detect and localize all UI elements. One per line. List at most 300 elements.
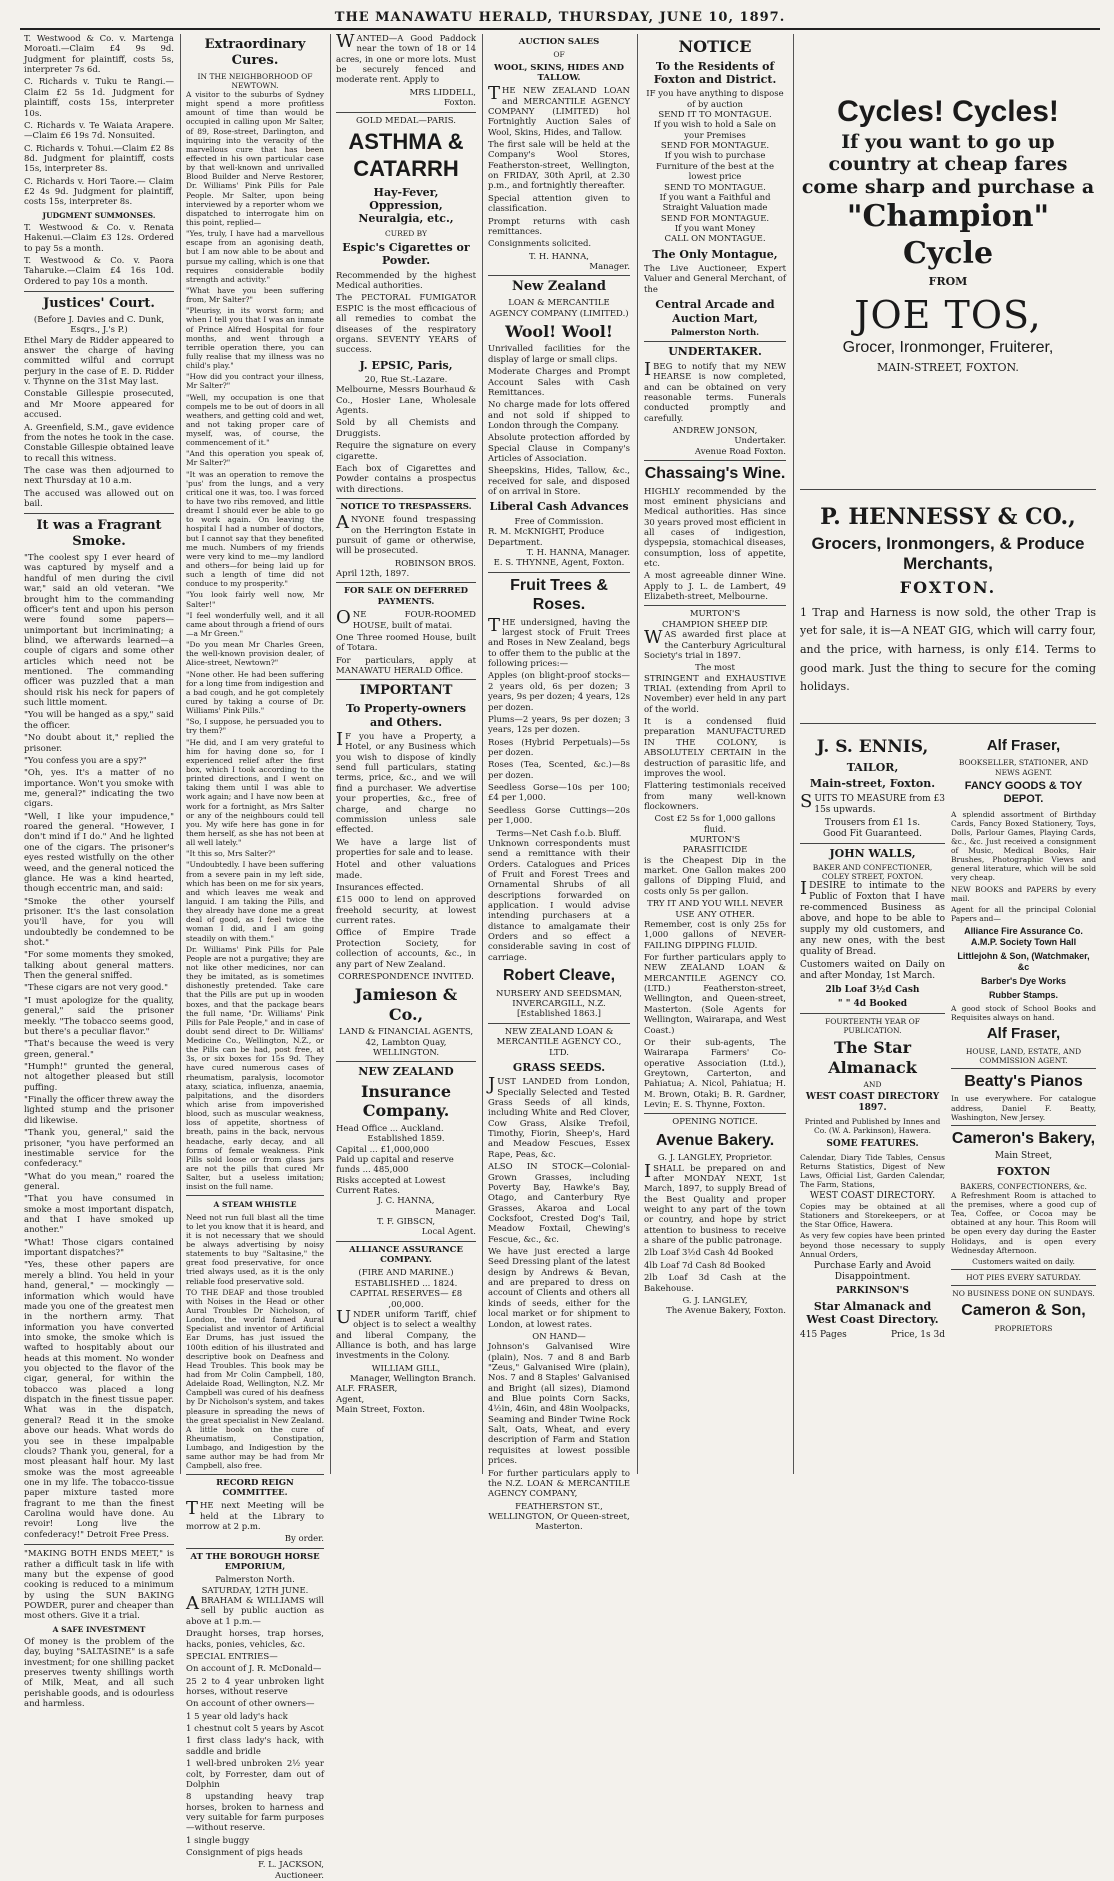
- horse-item: Consignment of pigs heads: [186, 1848, 303, 1859]
- reign-sign: By order.: [284, 1534, 324, 1545]
- insurance-paid: Paid up capital and reserve funds ... 485,000: [336, 1154, 454, 1176]
- story-paragraph: "I must apologize for the quality, general," said the prisoner meekly. "The tobacco seems good, but there's a peculiar flavor.": [24, 995, 174, 1037]
- alliance-capital: CAPITAL RESERVES— £8 ,00,000.: [349, 1289, 463, 1310]
- smoke-title: It was a Fragrant Smoke.: [36, 518, 162, 550]
- wool-text-3: No charge made for lots offered and not sold if shipped to London through the Company.: [488, 400, 630, 431]
- liberal-heading: Liberal Cash Advances: [489, 500, 629, 514]
- espic-rec: Recommended by the highest Medical authorities.: [336, 270, 476, 292]
- walls-heading: JOHN WALLS,: [800, 843, 945, 860]
- grass-text: JUST LANDED from London, Specially Selected and Tested Grass Seeds of all kinds, including White and Red Clover, Cow Grass, Alsike Trefoil, Timothy, Fiorin, Sheep's, Hard and Meadow Fescues, Essex Rape, Peas, &c.: [488, 1074, 630, 1160]
- price-line: 4lb Loaf 7d Cash 8d Booked: [644, 1260, 766, 1271]
- robert-heading: Robert Cleave,: [502, 967, 616, 985]
- asthma-sub: Hay-Fever, Oppression, Neuralgia, etc.,: [358, 185, 454, 226]
- espic-text: The PECTORAL FUMIGATOR ESPIC is the most efficacious of all remedies to combat the diseases of the respiratory organs. SEVENTY YEARS of success.: [336, 293, 476, 356]
- ennis-fit: Good Fit Guaranteed.: [823, 828, 922, 839]
- fraser-rubber: Rubber Stamps.: [988, 990, 1058, 1001]
- avenue-text: ISHALL be prepared on and after MONDAY NEXT, 1st March, 1897, to supply Bread of the Best Quality and proper weight to any part of the town or country, and hope by strict attention to business to receive a share of the public patronage.: [644, 1160, 786, 1247]
- wanted-sign: MRS LIDDELL,: [409, 87, 476, 98]
- wanted-location: Foxton.: [443, 98, 476, 109]
- alliance-heading: ALLIANCE ASSURANCE COMPANY.: [336, 1241, 476, 1266]
- liberal-sign-2: T. H. HANNA, Manager.: [526, 547, 630, 558]
- nzl-heading: New Zealand: [488, 275, 630, 295]
- court-case: T. Westwood & Co. v. Martenga Moroati.—Claim £4 9s 9d. Judgment for plaintiff, costs 5s, interpreter 7s 6d.: [24, 34, 174, 76]
- grass-heading: GRASS SEEDS.: [512, 1060, 606, 1074]
- avenue-sign: G. J. LANGLEY,: [682, 1295, 748, 1306]
- column-3: [332, 31, 480, 1474]
- cameron-role: BAKERS, CONFECTIONERS, &c.: [960, 1181, 1087, 1191]
- alliance-text: UNDER uniform Tariff, chief object is to select a wealthy and liberal Company, the Alliance is both, and has large investments in the Colony.: [336, 1306, 476, 1362]
- ennis-location: Main-street, Foxton.: [809, 777, 936, 791]
- fruit-item: Seedless Gorse—10s per 100; £4 per 1,000.: [488, 783, 630, 804]
- espic-address: 20, Rue St.-Lazare.: [364, 374, 448, 385]
- robert-est: [Established 1863.]: [517, 1009, 601, 1020]
- court-subtitle: (Before J. Davies and C. Dunk, Esqrs., J.'s P.): [33, 314, 165, 336]
- fruit-item: Apples (on blight-proof stocks—2 years old, 6s per dozen; 3 years, 9s per dozen; 4 years, 12s per dozen.: [488, 671, 630, 713]
- nzl2-heading: NEW ZEALAND LOAN & MERCANTILE AGENCY CO., LTD.: [488, 1023, 630, 1058]
- cures-story: [186, 90, 324, 1191]
- star-features-text: Calendar, Diary Tide Tables, Census Returns Statistics, Digest of New Laws, Official List, Garden Calendar, The Farm, Stations,: [800, 1152, 945, 1189]
- wool-text-4: Absolute protection afforded by Special Clause in Company's Articles of Association.: [488, 433, 630, 465]
- avenue-location: The Avenue Bakery, Foxton.: [666, 1306, 786, 1317]
- para-heading: MURTON'S: [689, 835, 741, 846]
- star-directory: WEST COAST DIRECTORY 1897.: [805, 1092, 940, 1114]
- espic-agents: Melbourne, Messrs Bourhaud & Co., Hosier Lane, Wholesale Agents.: [336, 385, 476, 417]
- horse-heading: AT THE BOROUGH HORSE EMPORIUM,: [186, 1548, 324, 1573]
- fruit-heading: Fruit Trees & Roses.: [488, 572, 630, 615]
- murton-most: The most: [695, 663, 735, 674]
- sale-apply: For particulars, apply at MANAWATU HERALD Office.: [336, 655, 476, 676]
- story-paragraph: "That's because the weed is very green, general.": [24, 1039, 174, 1060]
- cameron-sunday: NO BUSINESS DONE ON SUNDAYS.: [951, 1285, 1096, 1298]
- liberal-sign-1: R. M. McKNIGHT, Produce Department.: [488, 527, 605, 548]
- cameron-heading: Cameron's Bakery,: [951, 1125, 1096, 1149]
- judgment-list: [24, 223, 174, 287]
- story-paragraph: "You look fairly well now, Mr Salter!": [186, 590, 324, 609]
- parkinson-price: Price, 1s 3d: [890, 1329, 945, 1340]
- court-title: Justices' Court.: [43, 296, 155, 312]
- walls-price-1: 2lb Loaf 3½d Cash: [825, 984, 920, 995]
- cameron-pies: HOT PIES EVERY SATURDAY.: [951, 1269, 1096, 1282]
- story-paragraph: "It this so, Mrs Salter?": [186, 849, 276, 859]
- court-case: C. Richards v. Te Waiata Arapere. —Claim £6 19s 7d. Nonsuited.: [24, 120, 174, 142]
- important-insurance: Insurances effected.: [336, 883, 424, 894]
- insurance-sign-2: T. F. GIBSCN,: [376, 1217, 436, 1228]
- alliance-role: Manager, Wellington Branch.: [350, 1374, 476, 1385]
- column-rule: [180, 34, 181, 1474]
- espic-sign: Require the signature on every cigarette.: [336, 441, 476, 462]
- parkinson-sub: Star Almanack and West Coast Directory.: [806, 1299, 939, 1327]
- safe-text: Of money is the problem of the day, buying "SALTASINE" is a safe investment; for one shilling packet preserves twenty shillings worth of Milk, Meat, and all such perishable goods, and is odourless and harmless.: [24, 1636, 174, 1709]
- trespass-date: April 12th, 1897.: [336, 569, 410, 580]
- fraser-insurance: Alliance Fire Assurance Co. A.M.P. Society Town Hall: [964, 926, 1083, 948]
- story-paragraph: "And this operation you speak of, Mr Salter?": [186, 449, 324, 468]
- grass-hand: ON HAND—: [532, 1331, 586, 1342]
- parkinson-heading: PARKINSON'S: [836, 1285, 909, 1296]
- notice-sub: To the Residents of Foxton and District.: [653, 59, 777, 86]
- notice-item: SEND IT TO MONTAGUE.: [658, 110, 772, 121]
- liberal-sub: Free of Commission.: [514, 516, 604, 527]
- horse-sign: F. L. JACKSON,: [258, 1860, 324, 1871]
- story-paragraph: "Well, my occupation is one that compels me to be out of doors in all weathers, and getting cold and wet, and not taking proper care of myself, was, of course, the commencement of it.": [186, 392, 324, 448]
- joe-sub: Grocer, Ironmonger, Fruiterer,: [842, 338, 1054, 356]
- para-text: is the Cheapest Dip in the market. One Gallon makes 200 gallons of Dipping Fluid, and costs only 5s per gallon.: [644, 855, 786, 897]
- fruit-text-2: Unknown correspondents must send a remittance with their Orders. Catalogues and Prices of Fruit and Forest Trees and Ornamental Shrubs of all descriptions forwarded on application. I would advise intending purchasers at a distance to amalgamate their Orders and so effect a considerable saving in cost of carriage.: [488, 838, 630, 963]
- wool-text-2: Moderate Charges and Prompt Account Sales with Cash Remittances.: [488, 367, 630, 398]
- para-text-4: Or their sub-agents, The Wairarapa Farmers' Co-operative Association (Ltd.), Greytown, Carterton, and Pahiatua; A. Nicol, Pahiatua; H. M. Brown, Otaki; B. R. Gardner, Levin; E. S. Thynne, Foxton.: [644, 1037, 786, 1111]
- story-paragraph: "No doubt about it," replied the prisoner.: [24, 733, 174, 754]
- story-paragraph: "These cigars are not very good.": [24, 983, 168, 994]
- hennessy-text: 1 Trap and Harness is now sold, the other Trap is yet for sale, it is—A NEAT GIG, which will carry four, and the price, with harness, is only £14. Terms to good mark. Just the thing to secure for the coming holidays.: [800, 605, 1096, 694]
- undertaker-heading: UNDERTAKER.: [644, 341, 786, 358]
- jamieson-address: 42, Lambton Quay, WELLINGTON.: [365, 1037, 447, 1059]
- fraser-text: A splendid assortment of Birthday Cards, Fancy Boxed Stationery, Toys, Dolls, Parlour Games, Playing Cards, &c., &c. Just received a consignment of Music, Medical Books, Hair Brushes, Photographic Views and general literature, which will be sold very cheap.: [951, 809, 1096, 883]
- notice-item: If you wish to purchase Furniture of the best at the lowest price: [656, 151, 774, 183]
- price-line: 2lb Loaf 3d Cash at the Bakehouse.: [644, 1273, 786, 1294]
- story-paragraph: "For some moments they smoked, talking about general matters. Then the general sniffed.: [24, 950, 174, 982]
- story-paragraph: "Finally the officer threw away the lighted stump and the prisoner did likewise.: [24, 1095, 174, 1126]
- smoke-story: [24, 553, 174, 1540]
- jamieson-heading: Jamieson & Co.,: [354, 985, 458, 1024]
- whistle-heading: A STEAM WHISTLE: [213, 1200, 297, 1210]
- column-1: [20, 34, 178, 1709]
- alliance-est: ESTABLISHED ... 1824.: [354, 1278, 458, 1289]
- column-4: [484, 34, 634, 1533]
- murton-heading: MURTON'S: [644, 605, 786, 619]
- horse-item: 1 first class lady's hack, with saddle and bridle: [186, 1736, 324, 1757]
- important-heading: IMPORTANT: [336, 679, 476, 699]
- story-paragraph: "You confess you are a spy?": [24, 755, 147, 766]
- central-location: Palmerston North.: [670, 328, 760, 339]
- star-west: WEST COAST DIRECTORY.: [809, 1191, 936, 1202]
- story-paragraph: "What do you mean," roared the general.: [24, 1171, 174, 1192]
- cures-title: Extraordinary Cures.: [204, 37, 306, 68]
- notice-items: [644, 89, 786, 244]
- horse-item: 1 well-bred unbroken 2½ year colt, by Forrester, dam out of Dolphin: [186, 1759, 324, 1790]
- undertaker-text: IBEG to notify that my NEW HEARSE is now completed, and can be obtained on very reasonable terms. Funerals conducted promptly and carefully.: [644, 358, 786, 424]
- star-publisher: Printed and Published by Innes and Co. (W. A. Parkinson), Hawera.: [804, 1117, 941, 1136]
- murton-trial: STRINGENT and EXHAUSTIVE TRIAL (extending from April to November) ever held in any part of the world.: [644, 673, 786, 715]
- robert-sub: NURSERY AND SEEDSMAN,: [496, 988, 622, 999]
- column-rule: [793, 34, 794, 1474]
- horse-date: SATURDAY, 12TH JUNE.: [201, 1585, 309, 1596]
- star-heading: The Star Almanack: [828, 1038, 917, 1077]
- avenue-heading: Avenue Bakery.: [655, 1131, 775, 1149]
- beatty-heading: Beatty's Pianos: [951, 1068, 1096, 1092]
- grass-text-2: ALSO IN STOCK—Colonial-Grown Grasses, including Poverty Bay, Hawke's Bay, Otago, and Canterbury Rye Grasses, Akaroa and Local Cocksfoot, Crested Dog's Tail, Meadow Foxtail, Chewing's Fescue, &c., &c.: [488, 1162, 630, 1245]
- fraser-school: A good stock of School Books and Requisites always on hand.: [951, 1004, 1096, 1023]
- hennessy-heading: P. HENNESSY & CO.,: [820, 503, 1076, 530]
- story-paragraph: "Yes, truly, I have had a marvellous escape from an agonising death, but I am now able to be about and pursue my calling, which is one that requires considerable bodily strength and activity.": [186, 229, 324, 284]
- story-paragraph: "You will be hanged as a spy," said the officer.: [24, 710, 174, 731]
- auction-text-3: Special attention given to classification.: [488, 193, 630, 215]
- ennis-role: TAILOR,: [846, 760, 899, 774]
- trespass-text: ANYONE found trespassing on the Herrington Estate in pursuit of game or otherwise, will be prosecuted.: [336, 512, 476, 557]
- column-rule: [330, 34, 331, 1474]
- court-paragraph: A. Greenfield, S.M., gave evidence from the notes he took in the case. Constable Gillespie obtained leave to recall this witness.: [24, 422, 174, 464]
- avenue-prices: [644, 1248, 786, 1293]
- undertaker-sign: ANDREW JONSON,: [672, 425, 758, 436]
- insurance-heading: Insurance Company.: [360, 1081, 452, 1121]
- fraser-role: BOOKSELLER, STATIONER, AND NEWS AGENT.: [958, 758, 1089, 777]
- fraser-watch: Littlejohn & Son, (Watchmaker, &c: [957, 951, 1090, 973]
- important-sub: To Property-owners and Others.: [346, 702, 466, 729]
- para-text-3: For further particulars apply to NEW ZEALAND LOAN & MERCANTILE AGENCY CO. (LTD.) Featherston-street, Wellington, and Queen-street, Masterton. (Sole Agents for Wellington, Wairarapa, and West Coast.): [644, 952, 786, 1036]
- wool-text: Unrivalled facilities for the display of large or small clips.: [488, 344, 630, 365]
- story-paragraph: "Do you mean Mr Charles Green, the well-known provision dealer, of Alice-street, Newtown?": [186, 640, 324, 668]
- insurance-office: Head Office ... Auckland.: [336, 1123, 444, 1134]
- story-paragraph: "None other. He had been suffering for a long time from indigestion and a bad cough, and he got completely cured by taking a course of Dr. Williams' Pink Pills.": [186, 669, 324, 716]
- story-paragraph: Dr. Williams' Pink Pills for Pale People are not a purgative; they are not like other medicines, nor can they be imitated, as is sometimes dishonestly pretended. Take care that the Pills are put up in wooden boxes, and that the package bears the full name, "Dr. Williams' Pink Pills for Pale People," and in case of doubt send direct to Dr. Williams' Medicine Co., Wellington, N.Z., or the Pills can be had, post free, at 3s, or six boxes for 15s 9d. They have cured numerous cases of rheumatism, paralysis, locomotor ataxy, sciatica, influenza, anaemia, palpitations, and the disorders which arise from impoverished blood, such as muscular weakness, loss of appetite, shortness of breath, pains in the back, nervous headache, early decay, and all forms of female weakness. Pink Pills sold loose or from glass jars are not the pills that cured Mr Salter, but a useless imitation; insist on the full name.: [186, 944, 324, 1192]
- reign-heading: RECORD REIGN COMMITTEE.: [186, 1474, 324, 1499]
- horse-item: 25 2 to 4 year unbroken light horses, without reserve: [186, 1676, 324, 1697]
- court-cases: [24, 34, 174, 208]
- court-case: C. Richards v. Tohui.—Claim £2 8s 8d. Judgment for plaintiff, costs 15s, interpreter 8s.: [24, 143, 174, 175]
- story-paragraph: "What have you been suffering from, Mr Salter?": [186, 285, 324, 305]
- story-paragraph: "I feel wonderfully well, and it all came about through a friend of ours—a Mr Green.": [186, 610, 324, 639]
- reign-text: THE next Meeting will be held at the Library to morrow at 2 p.m.: [186, 1498, 324, 1532]
- story-paragraph: "So, I suppose, he persuaded you to try them?": [186, 717, 324, 736]
- story-paragraph: "Well, I like your impudence," roared the general. "However, I don't mind if I do." And he lighted one of the cigars. The prisoner's eyes rested wistfully on the other weed, and the general noticed the glance. He was a kind hearted, though eccentric man, and said:: [24, 811, 174, 895]
- star-year: FOURTEENTH YEAR OF PUBLICATION.: [800, 1013, 945, 1035]
- joe-location: MAIN-STREET, FOXTON.: [877, 361, 1019, 375]
- important-lend: £15 000 to lend on approved freehold security, at lowest current rates.: [336, 895, 476, 927]
- column-rule: [637, 34, 638, 1474]
- walls-role: BAKER AND CONFECTIONER,: [812, 862, 933, 872]
- alliance-agent-role: Agent,: [336, 1394, 365, 1405]
- insurance-sign-1: J. C. HANNA,: [377, 1196, 435, 1207]
- story-paragraph: "How did you contract your illness, Mr Salter?": [186, 372, 324, 391]
- fraser2-role: HOUSE, LAND, ESTATE, AND COMMISSION AGENT.: [965, 1046, 1082, 1065]
- cameron-wait: Customers waited on daily.: [972, 1256, 1075, 1266]
- fraser-agent: Agent for all the principal Colonial Papers and—: [951, 904, 1096, 924]
- fruit-item: Roses (Hybrid Perpetuals)—5s per dozen.: [488, 737, 630, 758]
- correspondence: CORRESPONDENCE INVITED.: [338, 971, 474, 982]
- undertaker-role: Undertaker.: [734, 436, 786, 447]
- wanted-text: WANTED—A Good Paddock near the town of 18 or 14 acres, in one or more lots. Must be securely fenced and moderate rent. Apply to: [336, 31, 476, 86]
- murton-cost: Cost £2 5s for 1,000 gallons fluid.: [654, 814, 776, 835]
- walls-location: COLEY STREET, FOXTON.: [821, 872, 924, 882]
- horse-item: 1 5 year old lady's hack: [186, 1711, 288, 1722]
- horse-item: 1 chestnut colt 5 years by Ascot: [186, 1724, 324, 1735]
- insurance-role-1: Manager.: [435, 1206, 476, 1217]
- important-hotel: Hotel and other valuations made.: [336, 860, 476, 881]
- fraser-news: NEW BOOKS and PAPERS by every mail.: [951, 884, 1096, 903]
- cameron-sons: Cameron & Son,: [961, 1302, 1086, 1320]
- auction-of: OF: [553, 50, 565, 60]
- horse-location: Palmerston North.: [215, 1575, 295, 1586]
- auction-text-5: Consignments solicited.: [488, 239, 592, 250]
- notice-item: CALL ON MONTAGUE.: [664, 234, 766, 245]
- cycles-heading: Cycles! Cycles!: [837, 95, 1059, 128]
- espic-sold: Sold by all Chemists and Druggists.: [336, 418, 476, 439]
- important-list: We have a large list of properties for sale and to lease.: [336, 837, 476, 858]
- star-copies: Copies may be obtained at all Stationers and Storekeepers, or at the Star Office, Hawera.: [800, 1202, 945, 1230]
- wool-text-5: Sheepskins, Hides, Tallow, &c., received for sale, and disposed of on arrival in Store.: [488, 466, 630, 498]
- important-office: Office of Empire Trade Protection Society, for collection of accounts, &c., in any part of New Zealand.: [336, 928, 476, 970]
- hennessy-sub: Grocers, Ironmongers, & Produce Merchants,: [811, 533, 1085, 574]
- story-paragraph: "It was an operation to remove the 'pus' from the lungs, and a very critical one it was, too. I was forced to have two ribs removed, and little dreamt I should ever be able to go to work again. On leaving the hospital I had a number of doctors, but I cannot say that they benefited me much. Numbers of my friends were very kind to me—my landlord and others—for being laid up for such a length of time did not conduce to my prosperity.": [186, 469, 324, 589]
- fancy-heading: FANCY GOODS & TOY DEPOT.: [964, 779, 1083, 806]
- jamieson-sub: LAND & FINANCIAL AGENTS,: [338, 1027, 474, 1038]
- walls-price-2: " " 4d Booked: [837, 998, 908, 1009]
- auction-text: THE NEW ZEALAND LOAN and MERCANTILE AGENCY COMPANY (LIMITED) hol Fortnightly Auction Sales of Wool, Skins, Hides, and Tallow.: [488, 83, 630, 138]
- judgment: T. Westwood & Co. v. Paora Taharuke.—Claim £4 16s 10d. Ordered to pay 10s a month.: [24, 255, 174, 287]
- story-paragraph: "That you have consumed in smoke a most important dispatch, and that I have smoked up another.": [24, 1194, 174, 1236]
- alliance-agent-loc: Main Street, Foxton.: [336, 1405, 425, 1416]
- fruit-item: Seedless Gorse Cuttings—20s per 1,000.: [488, 805, 630, 827]
- story-paragraph: "Humph!" grunted the general, not altogether pleased but still puffing.: [24, 1061, 174, 1093]
- cameron-text: A Refreshment Room is attached to the premises, where a good cup of Tea, Coffee, or Cocoa may be obtained at any hour. This Room will be open every day during the Easter Holidays, and is open every Wednesday Afternoon.: [951, 1190, 1096, 1255]
- walls-text: IDESIRE to intimate to the Public of Foxton that I have re-commenced Business as above, and hope to be able to supply my old customers, and any new ones, with the best quality of Bread.: [800, 878, 945, 958]
- whistle-text: Need not run full blast all the time to let you know that it is heard, and it is not necessary that we should be always advertising by noisy statements to buy "Saltasine," the great food preservative, for once tried always used, as it is the only reliable food preservative sold.: [186, 1212, 324, 1286]
- story-paragraph: "The coolest spy I ever heard of was captured by myself and a handful of men during the civil war," said an old veteran. "We brought him to the commanding officer's tent and upon his person were found some papers—unimportant but incriminating; a blind, we afterwards learned—a couple of cigars and some other articles which need not be mentioned. The commanding officer was puzzled that a man should risk his neck for papers of such little moment.: [24, 553, 174, 709]
- murton-text: WAS awarded first place at the Canterbury Agricultural Society's trial in 1897.: [644, 627, 786, 661]
- wool-heading: Wool! Wool!: [505, 321, 613, 341]
- trespass-sign: ROBINSON BROS.: [394, 558, 476, 569]
- horse-item: On account of J. R. McDonald—: [186, 1664, 322, 1675]
- fraser2-heading: Alf Fraser,: [986, 1025, 1061, 1043]
- star-features: SOME FEATURES.: [826, 1138, 919, 1149]
- court-paragraph: The accused was allowed out on bail.: [24, 488, 174, 510]
- story-paragraph: "He did, and I am very grateful to him for having done so, for I experienced relief after the first box, which I took according to the printed directions, and I went on taking them until I was able to work again; and I have now been at work for a fortnight, as Mrs Salter or any of the neighbours could tell you. My wife here has gone in for them herself, as she has not been at all well lately.": [186, 737, 324, 848]
- horse-items: [186, 1629, 324, 1858]
- insurance-role-2: Local Agent.: [421, 1227, 476, 1238]
- insurance-capital: Capital ... £1,000,000: [336, 1144, 430, 1155]
- grass-apply: For further particulars apply to the N.Z. LOAN & MERCANTILE AGENCY COMPANY,: [488, 1468, 630, 1500]
- story-paragraph: "Yes, these other papers are merely a blind. You held in your hand, general," — mockingly — information which would have made you one of the greatest men in the northern army. That information you have converted into smoke, the smoke which is wafted to hospitably about our heads at this moment. No wonder you objected to the flavor of the cigar, general, for within the tobacco was placed a long dispatch in the finest tissue paper. What was in the dispatch, general? Read it in the smoke above our heads. What words do you see in these impalpable clouds? Thank you, general, for a most pleasant half hour. My last smoke was the most agreeable one in my life. The tobacco-tissue paper mixture tasted more fragrant to me than the finest Carolina would have done. Au revoir! Long live the confederacy!" Detroit Free Press.: [24, 1260, 174, 1540]
- court-paragraph: Constable Gillespie prosecuted, and Mr Moore appeared for accused.: [24, 389, 174, 421]
- safe-heading: A SAFE INVESTMENT: [52, 1624, 146, 1634]
- baking-ad: "MAKING BOTH ENDS MEET," is rather a difficult task in life with many but the expense of good cooking is reduced to a minimum by using the SUN BAKING POWDER, purer and cheaper than most others. Give it a trial.: [24, 1549, 174, 1622]
- court-case: C. Richards v. Tuku te Rangi.—Claim £2 5s 1d. Judgment for plaintiff, costs 15s, interpreter 10s.: [24, 77, 174, 119]
- insurance-risks: Risks accepted at Lowest Current Rates.: [336, 1175, 446, 1196]
- murton-text-2: It is a condensed fluid preparation MANUFACTURED IN THE COLONY, is ABSOLUTELY CERTAIN in the destruction of parasitic life, and improves the wool.: [644, 717, 786, 779]
- auction-sub: WOOL, SKINS, HIDES AND TALLOW.: [494, 62, 624, 83]
- court-paragraph: Ethel Mary de Ridder appeared to answer the charge of having committed wilful and corrupt perjury in the case of E. D. Ridder v. Thynne on the 31st May last.: [24, 335, 174, 388]
- horse-item: On account of other owners—: [186, 1699, 315, 1710]
- fruit-item: Plums—2 years, 9s per dozen; 3 years, 12s per dozen.: [488, 714, 630, 736]
- para-try: TRY IT AND YOU WILL NEVER USE ANY OTHER.: [647, 899, 783, 920]
- espic-box: Each box of Cigarettes and Powder contains a prospectus with directions.: [336, 463, 476, 495]
- joe-heading: JOE TOS,: [854, 292, 1042, 337]
- hennessy-location: FOXTON.: [899, 578, 997, 598]
- avenue-prop: G. J. LANGLEY, Proprietor.: [657, 1153, 773, 1164]
- fruit-items: [488, 671, 630, 826]
- notice-item: If you wish to hold a Sale on your Premises: [653, 120, 777, 141]
- story-paragraph: "What! Those cigars contained important dispatches?": [24, 1237, 174, 1259]
- sale-text-2: One Three roomed House, built of Totara.: [336, 632, 476, 654]
- notice-item: If you want a Faithful and Straight Valuation made: [659, 192, 771, 214]
- murton-sub: CHAMPION SHEEP DIP.: [662, 619, 768, 630]
- cameron-town: FOXTON: [996, 1165, 1051, 1179]
- cures-subtitle: IN THE NEIGHBORHOOD OF NEWTOWN.: [197, 71, 313, 90]
- wine-text-2: A most agreeable dinner Wine. Apply to J. L. de Lambert, 49 Elizabeth-street, Melbourne.: [644, 571, 786, 603]
- sale-heading: FOR SALE ON DEFERRED PAYMENTS.: [336, 582, 476, 607]
- ennis-text: SUITS TO MEASURE from £3 15s upwards.: [800, 790, 945, 815]
- robert-location: INVERCARGILL, N.Z.: [512, 999, 606, 1010]
- notice-item: SEND FOR MONTAGUE.: [660, 141, 770, 152]
- story-paragraph: "Pleurisy, in its worst form; and when I tell you that I was an inmate of Prince Alfred Hospital for four months, and went through a terrible operation there, you can fully realise that my illness was no child's play.": [186, 306, 324, 371]
- story-paragraph: A visitor to the suburbs of Sydney might spend a more profitless amount of time than would be occupied in calling upon Mr Salter, of 89, Rose-street, Darlington, and inquiring into the veracity of the marvellous cure that has been effected in his own particular case by that well-known and unrivalled Blood Builder and Nerve Restorer, Dr. Williams' Pink Pills for Pale People. Mr Salter, upon being interviewed by a reporter whom we dispatched to interrogate him on this point, replied—: [186, 90, 324, 227]
- espic-heading: Espic's Cigarettes or Powder.: [342, 240, 470, 268]
- fruit-text: THE undersigned, having the largest stock of Fruit Trees and Roses in New Zealand, begs to offer them to the public at the following prices:—: [488, 614, 630, 670]
- horse-text: ABRAHAM & WILLIAMS will sell by public auction as above at 1 p.m.—: [186, 1593, 324, 1627]
- ennis-trousers: Trousers from £1 1s.: [824, 817, 921, 828]
- judgment: T. Westwood & Co. v. Renata Hakenui.—Claim £3 12s. Ordered to pay 5s a month.: [24, 222, 174, 254]
- champion-from: FROM: [928, 275, 968, 289]
- alliance-sign: WILLIAM GILL,: [371, 1363, 441, 1374]
- horse-item: SPECIAL ENTRIES—: [186, 1651, 278, 1662]
- notice-item: IF you have anything to dispose of by auction: [646, 89, 784, 110]
- auction-text-4: Prompt returns with cash remittances.: [488, 216, 630, 237]
- story-paragraph: "Thank you, general," said the prisoner, "you have performed an inestimable service for the confederacy.": [24, 1128, 174, 1170]
- murton-text-3: Flattering testimonials received from many well-known flockowners.: [644, 781, 786, 812]
- cured-label: CURED BY: [385, 228, 427, 238]
- cameron-location: Main Street,: [994, 1151, 1053, 1162]
- judgment-heading: JUDGMENT SUMMONSES.: [42, 210, 156, 220]
- sale-text: ONE FOUR-ROOMED HOUSE, built of matai.: [336, 607, 476, 631]
- beatty-text: In use everywhere. For catalogue address, Daniel F. Beatty, Washington, New Jersey.: [951, 1094, 1096, 1122]
- horse-item: 8 upstanding heavy trap horses, broken to harness and very suitable for farm purposes—without reserve.: [186, 1792, 324, 1834]
- auction-role: Manager.: [589, 261, 630, 272]
- price-line: 2lb Loaf 3½d Cash 4d Booked: [644, 1248, 774, 1259]
- montague-text: The Live Auctioneer, Expert Valuer and General Merchant, of the: [644, 264, 786, 295]
- important-text: IF you have a Property, a Hotel, or any Business which you wish to dispose of kindly send full particulars, stating terms, price, &c., and we will find a purchaser. We advertise your properties, &c., free of charge, and charge no commission unless sale effected.: [336, 729, 476, 836]
- insurance-est: Established 1859.: [367, 1134, 445, 1145]
- horse-item: 1 single buggy: [186, 1835, 250, 1846]
- champion-heading: "Champion" Cycle: [846, 198, 1050, 271]
- column-2: [182, 34, 328, 1881]
- auction-sign: T. H. HANNA,: [529, 251, 589, 262]
- alliance-sub: (FIRE AND MARINE.): [358, 1268, 454, 1279]
- asthma-heading: ASTHMA & CATARRH: [348, 128, 464, 181]
- wine-heading: Chassaing's Wine.: [644, 460, 786, 484]
- central-heading: Central Arcade and Auction Mart,: [655, 298, 775, 325]
- story-paragraph: "Oh, yes. It's a matter of no importance. Won't you smoke with me, general?" indicating the two cigars.: [24, 768, 174, 810]
- nzl-sub: LOAN & MERCANTILE AGENCY COMPANY (LIMITED.): [489, 298, 629, 319]
- horse-item: Draught horses, trap horses, hacks, ponies, vehicles, &c.: [186, 1629, 324, 1650]
- nz-heading: NEW ZEALAND: [336, 1061, 476, 1078]
- story-paragraph: "Undoubtedly. I have been suffering from a severe pain in my left side, which has been on me for six years, and which leaves me weak and languid. I am taking the Pills, and they already have done me a great deal of good, as I feel twice the woman I did, and I am going steadily on with them.": [186, 860, 324, 943]
- fruit-item: Roses (Tea, Scented, &c.)—8s per dozen.: [488, 760, 630, 781]
- montague-heading: The Only Montague,: [652, 247, 778, 261]
- star-and: AND: [863, 1080, 882, 1090]
- grass-items: Johnson's Galvanised Wire (plain), Nos. 7 and 8 and Barb "Zeus," Galvanised Wire (plain), Nos. 7 and 8 Staples' Galvanised and Bright (all sizes), Diamond and Blue points Corn Sacks, 4½in, 46in, and 48in Woolpacks, Seaming and Binder Twine Rock Salt, Oats, Wheat, and every description of Farm and Station requisites at lowest possible prices.: [488, 1342, 630, 1467]
- auction-text-2: The first sale will be held at the Company's Wool Stores, Featherston-street, Wellington, on FRIDAY, 30th April, at 2.30 p.m., and fortnightly thereafter.: [488, 140, 630, 192]
- court-paragraph: The case was then adjourned to next Thursday at 10 a.m.: [24, 465, 174, 487]
- trespass-heading: NOTICE TO TRESPASSERS.: [336, 498, 476, 512]
- para-text-2: Remember, cost is only 25s for 1,000 gallons of NEVER-FAILING DIPPING FLUID.: [644, 919, 786, 951]
- fraser-dye: Barber's Dye Works: [980, 976, 1066, 987]
- grass-address: FEATHERSTON ST., WELLINGTON, Or Queen-street, Masterton.: [488, 1501, 630, 1533]
- notice-heading: NOTICE: [678, 37, 752, 56]
- horse-role: Auctioneer.: [275, 1870, 324, 1881]
- fraser-heading: Alf Fraser,: [986, 737, 1061, 755]
- espic-firm: J. EPSIC, Paris,: [359, 358, 453, 372]
- column-rule: [482, 34, 483, 1474]
- notice-item: If you want Money: [674, 224, 756, 234]
- ennis-heading: J. S. ENNIS,: [816, 737, 929, 758]
- undertaker-location: Avenue Road Foxton.: [694, 446, 786, 457]
- para-sub: PARASITICIDE: [682, 845, 748, 856]
- masthead: THE MANAWATU HERALD, THURSDAY, JUNE 10, 1897.: [20, 8, 1100, 30]
- court-case: C. Richards v. Hori Taore.— Claim £2 4s 9d. Judgment for plaintiff, costs 15s, interpreter 8s.: [24, 176, 174, 208]
- star-few: As very few copies have been printed beyond those necessary to supply Annual Orders,: [800, 1231, 945, 1259]
- notice-item: SEND FOR MONTAGUE.: [660, 213, 770, 224]
- story-paragraph: "Smoke the other yourself prisoner. It's the last consolation you'll have, for you will undoubtedly be condemned to be shot.": [24, 896, 174, 949]
- medal-heading: GOLD MEDAL—PARIS.: [336, 112, 476, 126]
- deaf-text: TO THE DEAF and those troubled with Noises in the Head or other Aural Troubles Dr Nicholson, of London, the world famed Aural Specialist and inventor of Artificial Ear Drums, has just issued the 100th edition of his illustrated and descriptive book on Deafness and Head Troubles. This book may be had from Mr Colin Campbell, 180, Adelaide Road, Wellington, N.Z. Mr Campbell was cured of his deafness by Dr Nicholson's system, and takes pleasure in spreading the news of the great specialist in New Zealand. A little book on the cure of Rheumatism, Constipation, Lumbago, and Indigestion by the same author may be had from Mr Campbell, also free.: [186, 1287, 324, 1471]
